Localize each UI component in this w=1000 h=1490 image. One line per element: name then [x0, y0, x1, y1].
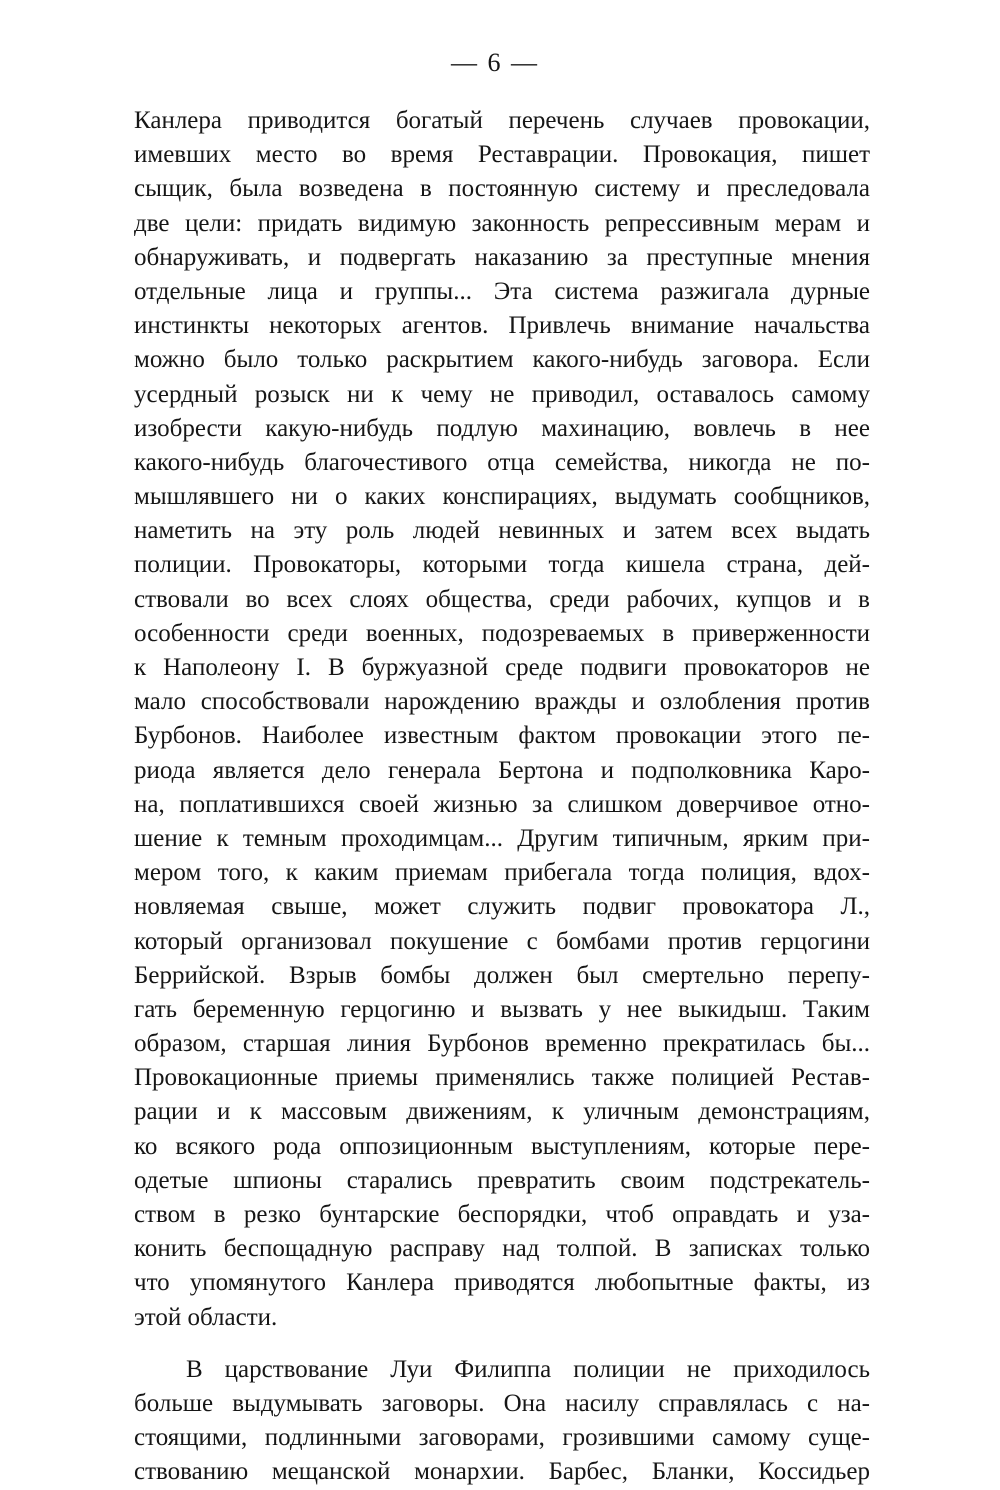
text-line: отдельные лица и группы... Эта система разжигала дурные	[134, 277, 870, 305]
text-line: мышлявшего ни о каких конспирациях, выдумать сообщников,	[134, 483, 870, 511]
text-line: две цели: придать видимую законность репрессивным мерам и	[134, 209, 870, 237]
text-line: гать беременную герцогиню и вызвать у нее выкидыш. Таким	[134, 995, 870, 1023]
text-line: риода является дело генерала Бертона и подполковника Каро-	[134, 756, 870, 784]
text-line: ством в резко бунтарские беспорядки, чтоб оправдать и уза-	[134, 1201, 870, 1228]
page-number: — 6 —	[451, 48, 539, 77]
text-line: изобрести какую-нибудь подлую махинацию, вовлечь в нее	[134, 414, 870, 442]
text-line: который организовал покушение с бомбами против герцогини	[134, 927, 870, 955]
paragraph	[134, 104, 870, 1335]
text-line: усердный розыск ни к чему не приводил, оставалось самому	[134, 380, 870, 408]
text-line: особенности среди военных, подозреваемых в приверженности	[134, 619, 870, 647]
paragraph	[134, 1353, 870, 1490]
text-line: новляемая свыше, может служить подвиг провокатора Л.,	[134, 893, 870, 921]
text-line: мером того, к каким приемам прибегала тогда полиция, вдох-	[134, 859, 870, 887]
text-line: одетые шпионы старались превратить своим подстрекатель-	[134, 1166, 870, 1194]
text-line: Беррийской. Взрыв бомбы должен был смертельно перепу-	[134, 961, 870, 989]
text-line: конить беспощадную расправу над толпой. В записках только	[134, 1235, 870, 1263]
text-line: больше выдумывать заговоры. Она насилу справлялась с на-	[134, 1389, 870, 1417]
text-line: инстинкты некоторых агентов. Привлечь внимание начальства	[134, 312, 870, 340]
text-line: рации и к массовым движениям, к уличным демонстрациям,	[134, 1098, 870, 1126]
text-line: стоящими, подлинными заговорами, грозившими самому суще-	[134, 1424, 870, 1452]
text-line: Бурбонов. Наиболее известным фактом провокации этого пе-	[134, 722, 870, 750]
text-line: обнаруживать, и подвергать наказанию за преступные мнения	[134, 243, 870, 271]
text-line: ствованию мещанской монархии. Барбес, Бланки, Коссидьер	[134, 1458, 870, 1486]
text-line: ствовали во всех слоях общества, среди рабочих, купцов и в	[134, 585, 870, 613]
text-line: ко всякого рода оппозиционным выступлениям, которые пере-	[134, 1132, 870, 1160]
text-line: полиции. Провокаторы, которыми тогда кишела страна, дей-	[134, 551, 870, 579]
text-line: на, поплатившихся своей жизнью за слишком доверчивое отно-	[134, 790, 870, 818]
text-line: Канлера приводится богатый перечень случаев провокации,	[134, 107, 870, 134]
text-line: сыщик, была возведена в постоянную систему и преследовала	[134, 175, 870, 203]
body-text	[134, 104, 870, 1490]
text-line: что упомянутого Канлера приводятся любопытные факты, из	[134, 1269, 870, 1297]
text-line: мало способствовали нарождению вражды и озлобления против	[134, 688, 870, 716]
text-line: образом, старшая линия Бурбонов временно прекратилась бы...	[134, 1030, 870, 1058]
text-line: наметить на эту роль людей невинных и затем всех выдать	[134, 517, 870, 545]
text-line: какого-нибудь благочестивого отца семейства, никогда не по-	[134, 448, 870, 476]
text-line: этой области.	[134, 1303, 278, 1331]
text-line: шение к темным проходимцам... Другим типичным, ярким при-	[134, 824, 870, 852]
text-line: можно было только раскрытием какого-нибудь заговора. Если	[134, 346, 870, 374]
text-line: к Наполеону I. В буржуазной среде подвиги провокаторов не	[134, 654, 870, 681]
text-line: В царствование Луи Филиппа полиции не приходилось	[186, 1355, 870, 1383]
text-line: имевших место во время Реставрации. Провокация, пишет	[134, 141, 870, 169]
text-line: Провокационные приемы применялись также полицией Рестав-	[134, 1064, 870, 1092]
